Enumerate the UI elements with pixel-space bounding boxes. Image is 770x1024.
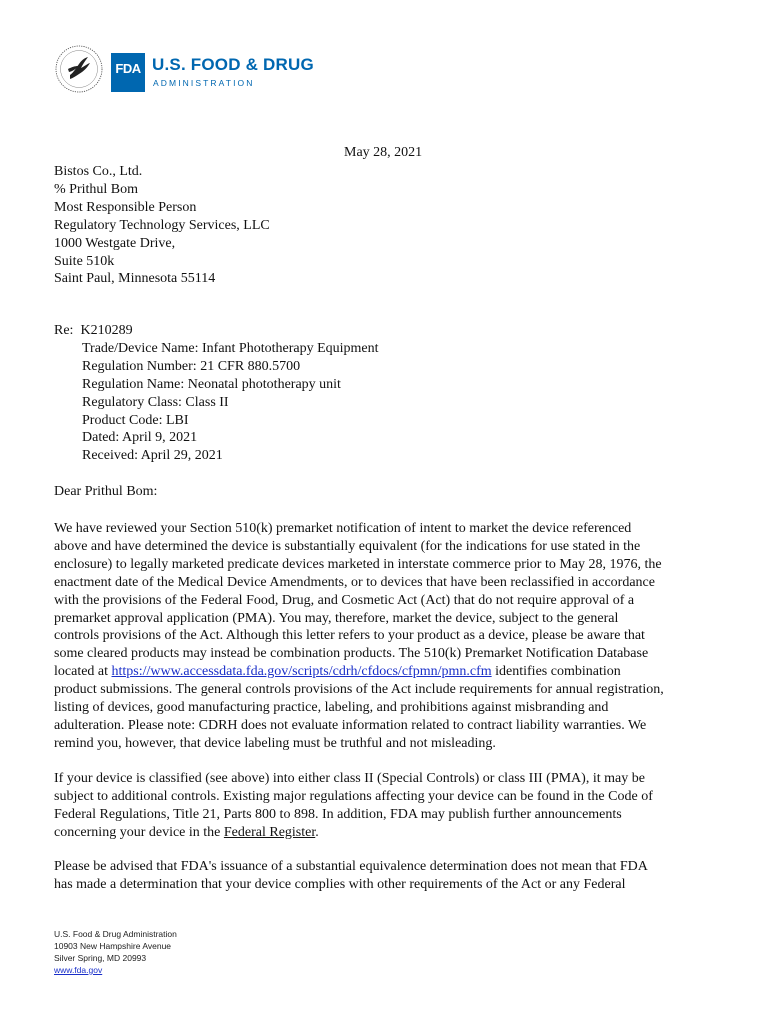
- product-code-line: Product Code: LBI: [82, 412, 189, 428]
- recipient-address: [54, 163, 270, 288]
- re-label: Re:: [54, 323, 74, 338]
- text-line: enclosure) to legally marketed predicate devices marketed in interstate commerce prior to May 28, 1976, the: [54, 556, 662, 572]
- text-line: above and have determined the device is substantially equivalent (for the indications for use stated in the: [54, 538, 641, 554]
- received-line: Received: April 29, 2021: [82, 448, 223, 464]
- federal-register-link[interactable]: Federal Register: [223, 824, 316, 840]
- text-line: product submissions. The general controls provisions of the Act include requirements for annual registration,: [54, 682, 664, 698]
- fda-logo-box: FDA: [111, 53, 145, 92]
- text-line: Please be advised that FDA's issuance of a substantial equivalence determination does not mean that FDA: [54, 859, 648, 874]
- agency-name: U.S. FOOD & DRUG: [152, 55, 314, 74]
- regulatory-class-line: Regulatory Class: Class II: [82, 394, 229, 410]
- paragraph-review: [54, 520, 722, 753]
- text-line: premarket approval application (PMA). You may, therefore, market the device, subject to the general: [54, 610, 619, 626]
- text-line: has made a determination that your device complies with other requirements of the Act or any Federal: [54, 876, 626, 892]
- text-fragment: identifies combination: [491, 664, 621, 680]
- text-line: remind you, however, that device labeling must be truthful and not misleading.: [54, 735, 496, 751]
- text-line: with the provisions of the Federal Food, Drug, and Cosmetic Act (Act) that do not require approval of a: [54, 592, 635, 608]
- footer-street: 10903 New Hampshire Avenue: [54, 941, 172, 951]
- agency-subtitle: ADMINISTRATION: [153, 78, 255, 88]
- address-line: 1000 Westgate Drive,: [54, 235, 176, 251]
- text-line: Federal Regulations, Title 21, Parts 800 to 898. In addition, FDA may publish further announcements: [54, 806, 622, 822]
- text-line: listing of devices, good manufacturing practice, labeling, and prohibitions against misbranding and: [54, 700, 609, 716]
- footer-org: U.S. Food & Drug Administration: [54, 929, 177, 939]
- footer-website-link[interactable]: www.fda.gov: [54, 965, 103, 975]
- dated-line: Dated: April 9, 2021: [82, 430, 198, 446]
- text-line: subject to additional controls. Existing major regulations affecting your device can be found in the Code of: [54, 788, 653, 804]
- regulation-number-line: Regulation Number: 21 CFR 880.5700: [82, 358, 301, 374]
- text-line: enactment date of the Medical Device Amendments, or to devices that have been reclassified in accordance: [54, 574, 655, 590]
- k-number: K210289: [80, 323, 133, 338]
- device-name-line: Trade/Device Name: Infant Phototherapy Equipment: [82, 340, 379, 356]
- address-line: Suite 510k: [54, 253, 115, 269]
- text-fragment: .: [315, 824, 319, 840]
- footer-city: Silver Spring, MD 20993: [54, 953, 147, 963]
- address-line: Bistos Co., Ltd.: [54, 164, 143, 179]
- reference-block: [54, 322, 379, 465]
- text-fragment: concerning your device in the: [54, 824, 224, 840]
- letter-date: May 28, 2021: [344, 145, 423, 160]
- address-line: % Prithul Bom: [54, 181, 139, 197]
- text-line: We have reviewed your Section 510(k) premarket notification of intent to market the device referenced: [54, 521, 632, 536]
- text-line-with-link: [54, 824, 722, 842]
- hhs-seal-icon: [54, 44, 104, 94]
- text-fragment: located at: [54, 664, 112, 680]
- text-line: some cleared products may instead be combination products. The 510(k) Premarket Notification Database: [54, 646, 649, 662]
- text-line: adulteration. Please note: CDRH does not evaluate information related to contract liability warranties. We: [54, 717, 647, 733]
- text-line: controls provisions of the Act. Although this letter refers to your product as a device, please be aware that: [54, 628, 645, 644]
- text-line: If your device is classified (see above) into either class II (Special Controls) or class III (PMA), it may be: [54, 771, 645, 786]
- address-line: Saint Paul, Minnesota 55114: [54, 271, 216, 287]
- address-line: Regulatory Technology Services, LLC: [54, 217, 270, 233]
- paragraph-controls: [54, 770, 722, 842]
- pmn-database-link[interactable]: https://www.accessdata.fda.gov/scripts/cdrh/cfdocs/cfpmn/pmn.cfm: [111, 664, 492, 680]
- regulation-name-line: Regulation Name: Neonatal phototherapy unit: [82, 376, 341, 392]
- address-line: Most Responsible Person: [54, 199, 197, 215]
- footer-address: [54, 928, 177, 976]
- paragraph-advisory: [54, 858, 722, 894]
- salutation: Dear Prithul Bom:: [54, 484, 158, 499]
- text-line-with-link: [54, 663, 722, 681]
